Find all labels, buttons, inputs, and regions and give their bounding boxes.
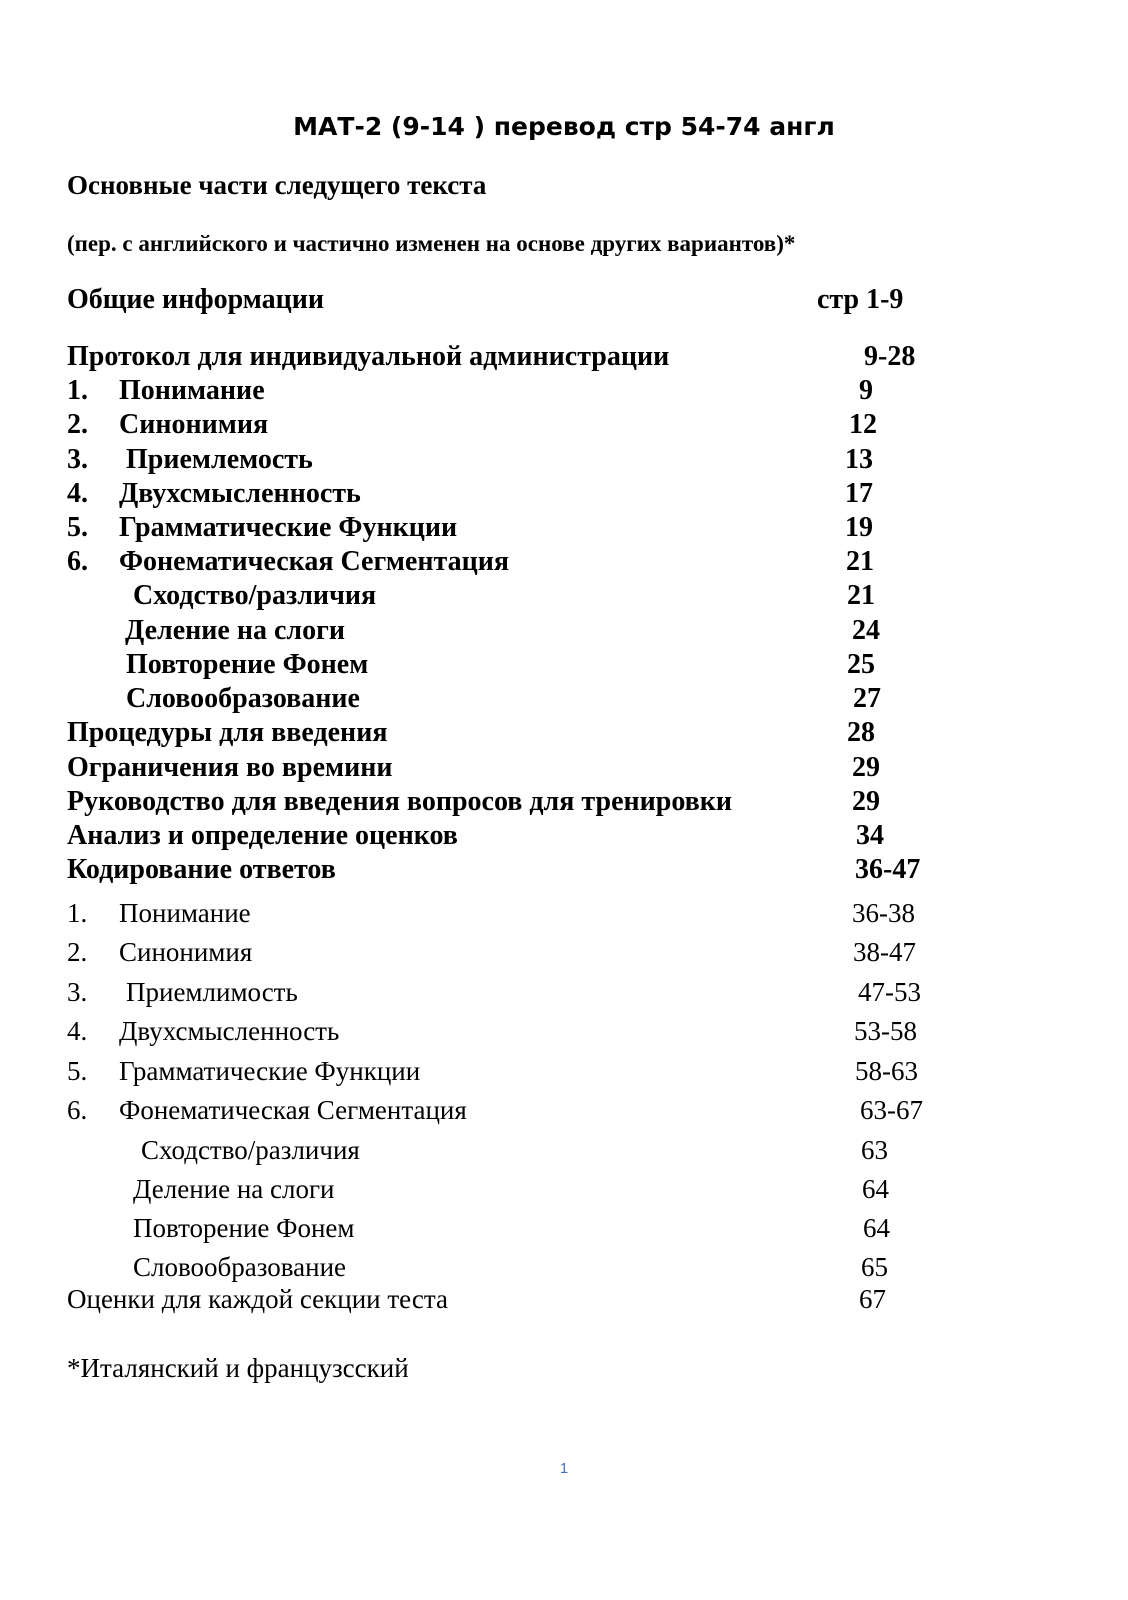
toc-page: 47-53 (858, 977, 921, 1007)
toc-page: 64 (862, 1174, 889, 1204)
toc-row-general (0, 286, 1128, 322)
toc-page: 34 (856, 820, 884, 851)
toc-page: стр 1-9 (817, 284, 904, 315)
toc-page: 9 (859, 375, 873, 406)
toc-subrow (0, 1176, 1128, 1212)
toc-label: Словообразование (133, 1252, 347, 1282)
toc-row (0, 788, 1128, 824)
toc-row (0, 1097, 1128, 1133)
toc-label: Синонимия (119, 937, 253, 967)
toc-label: Кодирование ответов (67, 854, 336, 885)
toc-number: 3. (67, 444, 88, 475)
toc-label: Грамматические Функции (119, 1056, 421, 1086)
toc-label: Деление на слоги (125, 615, 345, 646)
toc-subrow (0, 651, 1128, 687)
toc-number: 4. (67, 478, 88, 509)
toc-page: 58-63 (855, 1056, 918, 1086)
toc-label: Повторение Фонем (126, 649, 369, 680)
footnote: *Италянский и французсский (67, 1353, 409, 1383)
toc-number: 4. (67, 1016, 88, 1046)
toc-page: 63 (861, 1135, 888, 1165)
toc-label: Грамматические Функции (119, 512, 458, 543)
toc-page: 28 (847, 717, 875, 748)
toc-label: Сходство/различия (133, 580, 377, 611)
toc-page: 21 (847, 580, 875, 611)
toc-row (0, 856, 1128, 892)
toc-number: 5. (67, 1056, 88, 1086)
toc-row (0, 514, 1128, 550)
toc-row-scores (0, 1286, 1128, 1322)
toc-label: Сходство/различия (141, 1135, 360, 1165)
toc-number: 5. (67, 512, 88, 543)
toc-label: Руководство для введения вопросов для тренировки (67, 786, 733, 817)
toc-label: Деление на слоги (133, 1174, 335, 1204)
toc-page: 17 (845, 478, 873, 509)
toc-page: 29 (852, 752, 880, 783)
toc-row (0, 480, 1128, 516)
toc-number: 1. (67, 898, 88, 928)
toc-page: 65 (861, 1252, 888, 1282)
toc-label: Общие информации (67, 284, 325, 315)
toc-row (0, 822, 1128, 858)
toc-number: 2. (67, 409, 88, 440)
toc-row-protocol (0, 343, 1128, 379)
toc-label: Синонимия (119, 409, 269, 440)
toc-subrow (0, 685, 1128, 721)
toc-page: 36-47 (855, 854, 921, 885)
toc-page: 13 (845, 444, 873, 475)
toc-subrow (0, 1137, 1128, 1173)
toc-page: 24 (852, 615, 880, 646)
toc-page: 63-67 (860, 1095, 923, 1125)
toc-row (0, 939, 1128, 975)
page-number: 1 (559, 1460, 569, 1477)
toc-page: 67 (859, 1284, 886, 1314)
toc-label: Анализ и определение оценков (67, 820, 458, 851)
toc-number: 6. (67, 1095, 88, 1125)
toc-page: 36-38 (852, 898, 915, 928)
toc-subrow (0, 617, 1128, 653)
toc-page: 64 (863, 1213, 890, 1243)
toc-label: Повторение Фонем (133, 1213, 355, 1243)
toc-row (0, 446, 1128, 482)
toc-label: Процедуры для введения (67, 717, 388, 748)
toc-page: 21 (846, 546, 874, 577)
toc-row (0, 1058, 1128, 1094)
toc-label: Приемлимость (126, 977, 298, 1007)
toc-row (0, 1018, 1128, 1054)
toc-label: Протокол для индивидуальной администрации (67, 341, 670, 372)
toc-page: 38-47 (853, 937, 916, 967)
toc-number: 3. (67, 977, 88, 1007)
main-heading-row (0, 172, 1128, 208)
toc-page: 12 (849, 409, 877, 440)
toc-row (0, 411, 1128, 447)
toc-number: 6. (67, 546, 88, 577)
toc-row (0, 754, 1128, 790)
translation-note-row (0, 232, 1128, 268)
toc-page: 53-58 (854, 1016, 917, 1046)
toc-label: Двухсмысленность (119, 1016, 340, 1046)
toc-row (0, 719, 1128, 755)
toc-label: Понимание (119, 375, 265, 406)
toc-label: Понимание (119, 898, 251, 928)
toc-page: 9-28 (864, 341, 916, 372)
toc-number: 1. (67, 375, 88, 406)
toc-row (0, 900, 1128, 936)
translation-note: (пер. с английского и частично изменен на основе других вариантов)* (67, 231, 796, 256)
toc-subrow (0, 1215, 1128, 1251)
toc-page: 19 (845, 512, 873, 543)
toc-label: Оценки для каждой секции теста (67, 1284, 448, 1314)
toc-row (0, 377, 1128, 413)
toc-page: 29 (852, 786, 880, 817)
toc-page: 27 (853, 683, 881, 714)
toc-label: Фонематическая Сегментация (119, 1095, 467, 1125)
toc-number: 2. (67, 937, 88, 967)
toc-row (0, 979, 1128, 1015)
main-heading: Основные части следущего текста (67, 170, 487, 200)
toc-row (0, 548, 1128, 584)
toc-label: Приемлемость (126, 444, 313, 475)
toc-page: 25 (847, 649, 875, 680)
toc-label: Двухсмысленность (119, 478, 361, 509)
toc-label: Словообразование (126, 683, 360, 714)
toc-label: Ограничения во времини (67, 752, 393, 783)
toc-label: Фонематическая Сегментация (119, 546, 509, 577)
toc-subrow (0, 582, 1128, 618)
document-title: МАТ-2 (9-14 ) перевод стр 54-74 англ (293, 112, 835, 141)
